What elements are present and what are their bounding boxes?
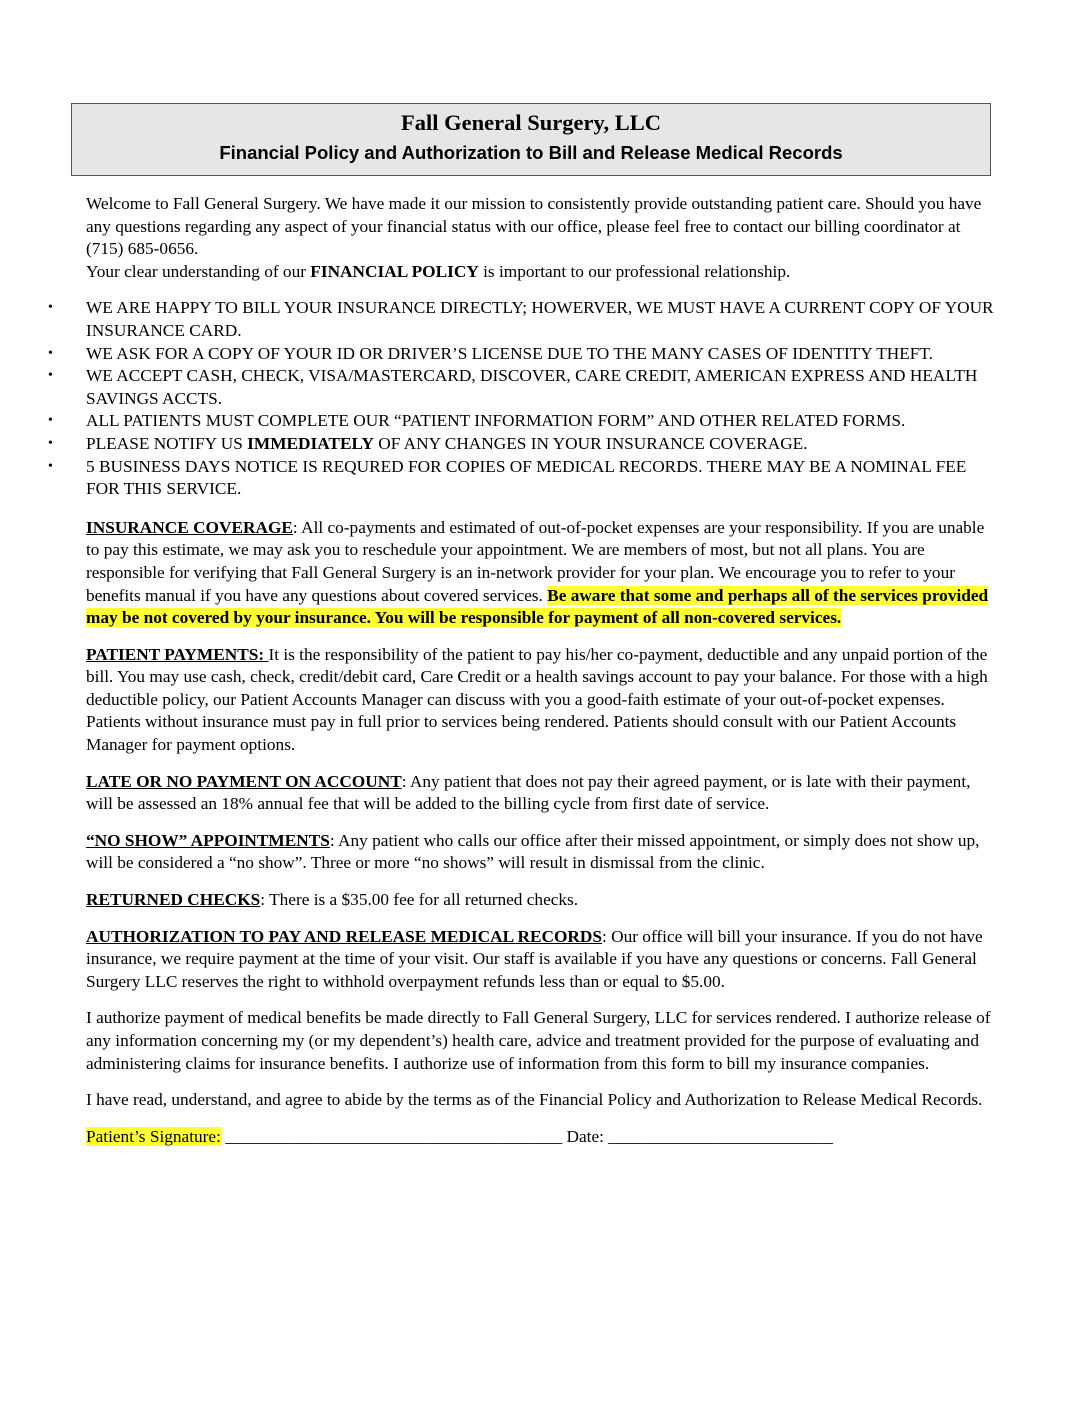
signature-label: Patient’s Signature:: [86, 1126, 221, 1146]
rule-text: 5 BUSINESS DAYS NOTICE IS REQURED FOR COPIES OF MEDICAL RECORDS. THERE MAY BE A NOMINAL FEE FOR THIS SERVICE.: [86, 456, 967, 499]
agreement-statement: [86, 1089, 996, 1112]
intro-welcome: Welcome to Fall General Surgery. We have made it our mission to consistently provide outstanding patient care. Should you have any questions regarding any aspect of your financial status with our office, please feel free to contact our billing coordinator at (715) 685-0656.: [86, 194, 982, 259]
highlighted-warning: Be aware that some and perhaps all of the services provided may be not covered by your insurance. You will be responsible for payment of all non-covered services.: [86, 585, 989, 628]
intro-policy-line: [86, 261, 996, 284]
section-text: : Any patient who calls our office after their missed appointment, or simply does not show up, will be considered a “no show”. Three or more “no shows” will result in dismissal from the clinic.: [86, 830, 980, 873]
patient-payments-section: [86, 644, 996, 757]
no-show-section: [86, 830, 996, 875]
section-heading: AUTHORIZATION TO PAY AND RELEASE MEDICAL RECORDS: [86, 926, 602, 946]
section-text: : All co-payments and estimated of out-of-pocket expenses are your responsibility. If you are unable to pay this estimate, we may ask you to reschedule your appointment. We are members of most, but not all plans. You are responsible for verifying that Fall General Surgery is an in-network provider for your plan. We encourage you to refer to your benefits manual if you have any questions about covered services.: [86, 517, 985, 605]
rule-text: PLEASE NOTIFY US: [86, 433, 248, 453]
intro-paragraph: [86, 193, 996, 283]
list-item: [48, 297, 996, 342]
intro-text-end: is important to our professional relationship.: [478, 261, 791, 281]
bullet-icon: •: [48, 345, 53, 361]
list-item: [48, 433, 996, 456]
rule-text: WE ACCEPT CASH, CHECK, VISA/MASTERCARD, DISCOVER, CARE CREDIT, AMERICAN EXPRESS AND HEALTH SAVINGS ACCTS.: [86, 366, 978, 408]
insurance-coverage-section: [86, 517, 996, 630]
signature-field[interactable]: _______________________________________: [220, 1126, 567, 1146]
section-heading: LATE OR NO PAYMENT ON ACCOUNT: [86, 771, 402, 791]
rule-text: WE ARE HAPPY TO BILL YOUR INSURANCE DIRECTLY; HOWERVER, WE MUST HAVE A CURRENT COPY OF YOUR INSURANCE CARD.: [86, 298, 994, 340]
document-body: [48, 193, 996, 1148]
list-item: [48, 410, 996, 433]
authorization-section: [86, 926, 996, 994]
date-field[interactable]: __________________________: [608, 1126, 833, 1146]
date-label: Date:: [566, 1126, 609, 1146]
policy-bullet-list: [48, 297, 996, 500]
bullet-icon: •: [48, 300, 53, 316]
document-title: Fall General Surgery, LLC: [401, 110, 661, 135]
signature-row: [86, 1126, 996, 1149]
agreement-text: I have read, understand, and agree to abide by the terms as of the Financial Policy and Authorization to Release Medical Records.: [86, 1090, 983, 1110]
list-item: [48, 365, 996, 410]
late-payment-section: [86, 771, 996, 816]
section-text: : There is a $35.00 fee for all returned checks.: [260, 890, 579, 910]
returned-checks-section: [86, 889, 996, 912]
rule-text-end: OF ANY CHANGES IN YOUR INSURANCE COVERAGE.: [373, 433, 808, 453]
bullet-icon: •: [48, 368, 53, 384]
authorize-text: I authorize payment of medical benefits be made directly to Fall General Surgery, LLC for services rendered. I authorize release of any information concerning my (or my dependent’s) health care, advice and treatment provided for the purpose of evaluating and administering claims for insurance benefits. I authorize use of information from this form to bill my insurance companies.: [86, 1008, 991, 1073]
section-text: : Our office will bill your insurance. If you do not have insurance, we require payment at the time of your visit. Our staff is available if you have any questions or concerns. Fall General Surgery LLC reserves the right to withhold overpayment refunds less than or equal to $5.00.: [86, 926, 983, 991]
section-heading: RETURNED CHECKS: [86, 890, 261, 910]
immediately-emphasis: IMMEDIATELY: [247, 433, 374, 453]
bullet-icon: •: [48, 435, 53, 451]
section-text: It is the responsibility of the patient to pay his/her co-payment, deductible and any unpaid portion of the bill. You may use cash, check, credit/debit card, Care Credit or a health savings account to pay your balance. For those with a high deductible policy, our Patient Accounts Manager can discuss with you a good-faith estimate of your out-of-pocket expenses. Patients without insurance must pay in full prior to services being rendered. Patients should consult with our Patient Accounts Manager for payment options.: [86, 644, 988, 755]
section-text: : Any patient that does not pay their agreed payment, or is late with their payment, will be assessed an 18% annual fee that will be added to the billing cycle from first date of service.: [86, 771, 971, 814]
section-heading: PATIENT PAYMENTS:: [86, 644, 269, 664]
list-item: [48, 343, 996, 366]
rule-text: ALL PATIENTS MUST COMPLETE OUR “PATIENT INFORMATION FORM” AND OTHER RELATED FORMS.: [86, 411, 906, 431]
header-box: [71, 103, 991, 176]
authorize-statement: [86, 1007, 996, 1075]
bullet-icon: •: [48, 458, 53, 474]
bullet-icon: •: [48, 413, 53, 429]
intro-text: Your clear understanding of our: [86, 261, 311, 281]
rule-text: WE ASK FOR A COPY OF YOUR ID OR DRIVER’S LICENSE DUE TO THE MANY CASES OF IDENTITY THEFT.: [86, 343, 933, 363]
section-heading: INSURANCE COVERAGE: [86, 517, 293, 537]
financial-policy-emphasis: FINANCIAL POLICY: [310, 261, 479, 281]
list-item: [48, 456, 996, 501]
document-subtitle: Financial Policy and Authorization to Bill and Release Medical Records: [219, 142, 843, 163]
section-heading: “NO SHOW” APPOINTMENTS: [86, 830, 330, 850]
